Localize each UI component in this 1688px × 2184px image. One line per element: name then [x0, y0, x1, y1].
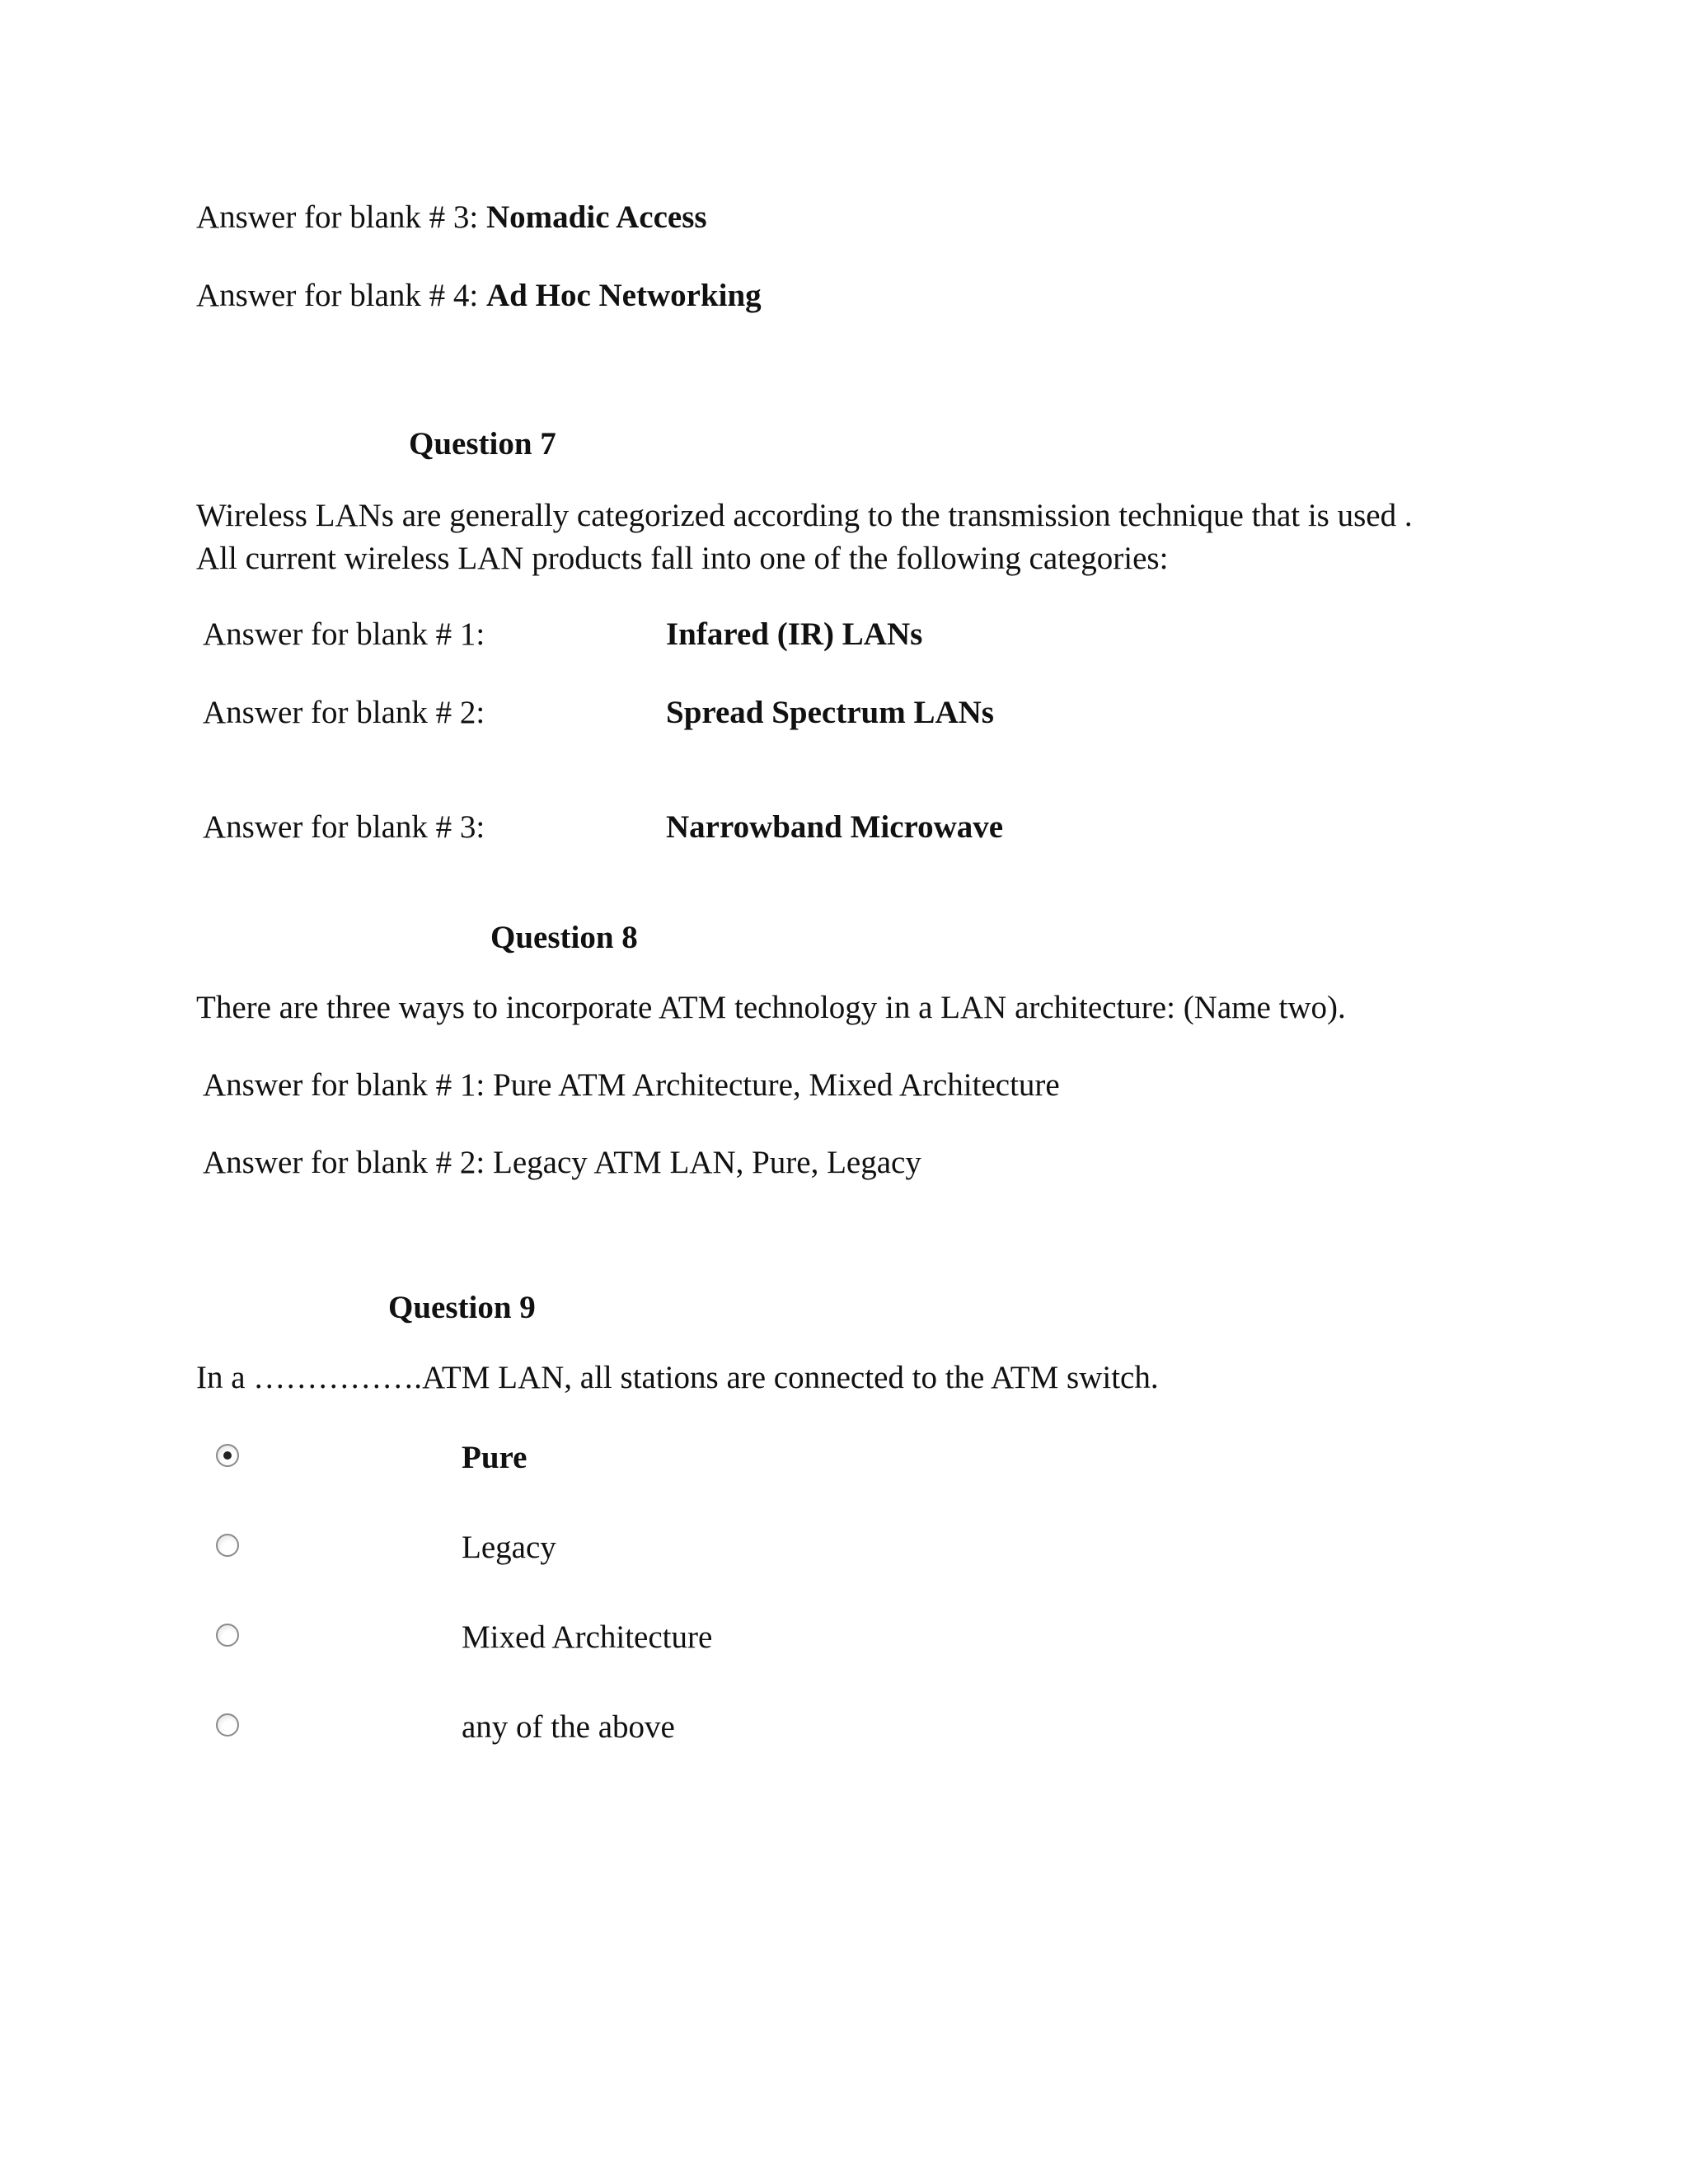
q8-heading: Question 8	[490, 920, 638, 955]
q9-text: In a …………….ATM LAN, all stations are connected to the ATM switch.	[196, 1360, 1159, 1395]
q9-option-legacy-radio[interactable]	[216, 1534, 239, 1557]
q9-heading: Question 9	[388, 1290, 536, 1325]
q7-text-line2: All current wireless LAN products fall into one of the following categories:	[196, 541, 1169, 576]
q6-blank3-answer: Nomadic Access	[486, 199, 707, 235]
q6-blank4-line	[196, 276, 762, 316]
q7-answer2-label: Answer for blank # 2:	[203, 695, 485, 730]
q9-option-any-radio[interactable]	[216, 1713, 239, 1736]
radio-selected-dot	[223, 1451, 232, 1460]
q9-option-legacy-label[interactable]: Legacy	[462, 1530, 556, 1565]
q9-option-mixed-label[interactable]: Mixed Architecture	[462, 1619, 713, 1655]
q9-option-pure-radio[interactable]	[216, 1444, 239, 1467]
q7-answer3-value: Narrowband Microwave	[666, 809, 1004, 845]
q9-option-any-label[interactable]: any of the above	[462, 1709, 675, 1745]
q9-option-pure-label[interactable]: Pure	[462, 1440, 528, 1475]
q8-answer2: Answer for blank # 2: Legacy ATM LAN, Pure, Legacy	[203, 1145, 921, 1180]
q6-blank4-label: Answer for blank # 4:	[196, 278, 487, 313]
q7-answer1-value: Infared (IR) LANs	[666, 616, 923, 652]
q7-answer1-label: Answer for blank # 1:	[203, 616, 485, 652]
q7-text-line1: Wireless LANs are generally categorized according to the transmission technique that is used .	[196, 498, 1413, 533]
q6-blank4-answer: Ad Hoc Networking	[486, 278, 762, 313]
q9-option-mixed-radio[interactable]	[216, 1624, 239, 1647]
q6-blank3-label: Answer for blank # 3:	[196, 199, 487, 235]
q8-answer1: Answer for blank # 1: Pure ATM Architecture, Mixed Architecture	[203, 1067, 1060, 1103]
q6-blank3-line	[196, 198, 707, 238]
q7-answer3-label: Answer for blank # 3:	[203, 809, 485, 845]
q7-heading: Question 7	[409, 426, 556, 462]
q7-answer2-value: Spread Spectrum LANs	[666, 695, 994, 730]
q8-text: There are three ways to incorporate ATM technology in a LAN architecture: (Name two).	[196, 990, 1346, 1025]
